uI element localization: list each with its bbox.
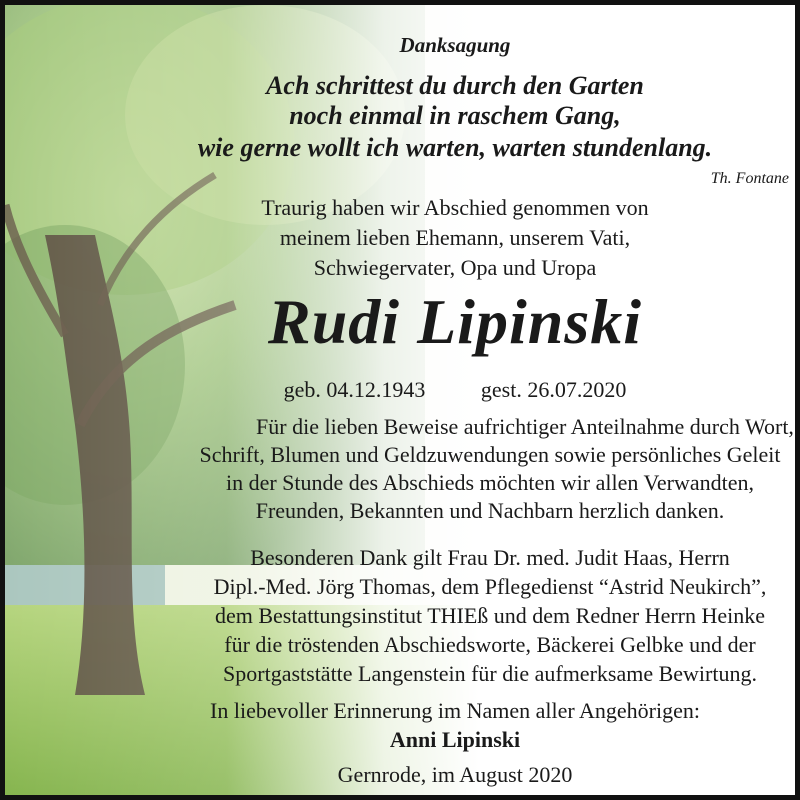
thanks-paragraph-line: Freunden, Bekannten und Nachbarn herzlich danken. (255, 498, 725, 523)
special-thanks-line: dem Bestattungsinstitut THIEß und dem Redner Herrn Heinke (214, 603, 766, 628)
thanks-paragraph-line: in der Stunde des Abschieds möchten wir allen Verwandten, (225, 470, 755, 495)
memory-line: In liebevoller Erinnerung im Namen aller Angehörigen: (210, 698, 700, 723)
poem-line: wie gerne wollt ich warten, warten stundenlang. (197, 133, 713, 162)
signer-name: Anni Lipinski (389, 727, 521, 752)
notice-heading: Danksagung (399, 33, 511, 57)
poem-attribution: Th. Fontane (710, 170, 789, 187)
place-and-date: Gernrode, im August 2020 (337, 762, 573, 787)
poem-line: Ach schrittest du durch den Garten (266, 71, 644, 100)
death-date: gest. 26.07.2020 (480, 377, 627, 402)
special-thanks-line: Dipl.-Med. Jörg Thomas, dem Pflegedienst “Astrid Neukirch”, (213, 574, 767, 599)
intro-line: Traurig haben wir Abschied genommen von (261, 195, 649, 220)
special-thanks-line: für die tröstenden Abschiedsworte, Bäckerei Gelbke und der (224, 632, 756, 657)
thanks-paragraph-line: Für die lieben Beweise aufrichtiger Anteilnahme durch Wort, (256, 414, 794, 439)
special-thanks-line: Sportgaststätte Langenstein für die aufmerksame Bewirtung. (223, 661, 757, 686)
birth-date: geb. 04.12.1943 (283, 377, 426, 402)
deceased-name: Rudi Lipinski (268, 286, 642, 357)
special-thanks-line: Besonderen Dank gilt Frau Dr. med. Judit Haas, Herrn (250, 545, 730, 570)
intro-line: Schwiegervater, Opa und Uropa (313, 255, 597, 280)
life-dates (5, 377, 800, 403)
poem-line: noch einmal in raschem Gang, (289, 101, 621, 130)
thanks-paragraph-line: Schrift, Blumen und Geldzuwendungen sowie persönliches Geleit (199, 442, 781, 467)
intro-line: meinem lieben Ehemann, unserem Vati, (279, 225, 631, 250)
